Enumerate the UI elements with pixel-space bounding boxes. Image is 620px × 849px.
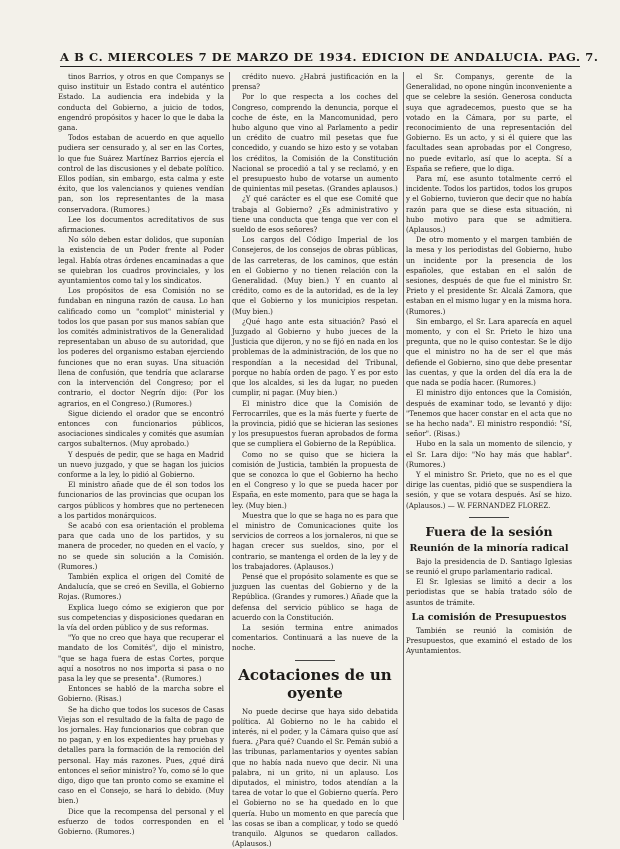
paragraph: Como no se quiso que se hiciera la comisión de Justicia, también la propuesta de que se conozca lo que el Gobierno ha hecho en el Congreso y lo que se pueda hacer por España, en este momento, para que se haga la ley. (Muy bien.) bbox=[232, 450, 398, 510]
paragraph: De otro momento y el margen también de la mesa y los periodistas del Gobierno, hubo un incidente por la presencia de los españoles, que estaban en el salón de sesiones, después de que fue el ministro Sr. Prieto y el presidente Sr. Alcalá Zamora, que estaban en el mismo lugar y en la misma hora. (Rumores.) bbox=[406, 236, 572, 316]
paragraph: No sólo deben estar dolidos, que suponían la existencia de un Poder frente al Poder legal. Había otras órdenes encaminadas a que se quiebran los cuadros provinciales, y los ayuntamientos como tal y los sindicatos. bbox=[58, 236, 224, 286]
paragraph: crédito nuevo. ¿Habrá justificación en la prensa? bbox=[232, 73, 398, 92]
paragraph: Muestra que lo que se haga no es para que el ministro de Comunicaciones quite los servicios de correos a los jornaleros, ni que se hagan crecer sus sueldos, sino, por el contrario, se mantenga el orden de la ley y de los trabajadores. (Aplausos.) bbox=[232, 511, 398, 571]
paragraph: El ministro añade que de él son todos los funcionarios de las provincias que ocupan los cargos públicos y hombres que no pertenecen a los partidos monárquicos. bbox=[58, 481, 224, 520]
column-divider bbox=[229, 72, 230, 820]
paragraph: Se ha dicho que todos los sucesos de Casas Viejas son el resultado de la falta de pago de los jornales. Hay funcionarios que cobran que no pagan, y en los expedientes hay pruebas y detalles para la formación de la remoción del personal. Hay más razones. Pues, ¿qué dirá entonces el señor ministro? Yo, como sé lo que digo, digo que tan pronto como se examine el caso en el Consejo, se hará lo debido. (Muy bien.) bbox=[58, 705, 224, 806]
header-rule bbox=[60, 66, 580, 67]
paragraph: Entonces se habló de la marcha sobre el Gobierno. (Risas.) bbox=[58, 685, 224, 704]
paragraph: También explica el origen del Comité de Andalucía, que se creó en Sevilla, el Gobierno Rojas. (Rumores.) bbox=[58, 572, 224, 602]
paragraph: Explica luego cómo se exigieron que por sus competencias y disposiciones quedaran en la vía del orden público y de sus reformas. bbox=[58, 603, 224, 632]
paragraph: No puede decirse que haya sido debatida política. Al Gobierno no le ha cabido el interés, ni el poder, y la Cámara quiso que así fuera. ¿Para qué? Cuando el Sr. Pemán subió a las tribunas, parlamentarios y oyentes sabían que no había nada nuevo que decir. Ni una palabra, ni un grito, ni un aplauso. Los diputados, el ministro, todos atendían a la tarea de votar lo que el Gobierno quería. Pero el Gobierno no se ha quedado en lo que quería. Hubo un momento en que parecía que las cosas se iban a complicar, y todo se quedó tranquilo. Algunos se quedaron callados. (Aplausos.) bbox=[232, 707, 398, 849]
paragraph: Por lo que respecta a los coches del Congreso, comprendo la denuncia, porque el coche de éste, en la Mancomunidad, pero hubo alguno que vino al Parlamento a pedir un crédito de cuatro mil pesetas que fue concedido, y cuando se hizo esto y se votaban los créditos, la Comisión de la Constitución Nacional se procedió a tal y se reclamó, y en el presupuesto hubo de votarse un aumento de quinientas mil pesetas. (Grandes aplausos.) bbox=[232, 93, 398, 194]
paragraph: Bajo la presidencia de D. Santiago Iglesias se reunió el grupo parlamentario radical. bbox=[406, 557, 572, 576]
paragraph: "Yo que no creo que haya que recuperar el mandato de los Comités", dijo el ministro, "que se haga fuera de estas Cortes, porque aquí a nosotros no nos importa si pasa o no pasa la ley que se presenta". (Rumores.) bbox=[58, 634, 224, 683]
column-divider bbox=[403, 72, 404, 820]
paragraph: Hubo en la sala un momento de silencio, y el Sr. Lara dijo: "No hay más que hablar". (Rumores.) bbox=[406, 440, 572, 469]
subsection-heading: Reunión de la minoría radical bbox=[409, 542, 569, 554]
paragraph: Sin embargo, el Sr. Lara aparecía en aquel momento, y con el Sr. Prieto le hizo una pregunta, que no le quiso contestar. Se le dijo que el ministro no ha de ser el que más defiende el Gobierno, sino que debe presentar las cuentas, y que la orden del día era la de que nada se podía hacer. (Rumores.) bbox=[406, 317, 572, 388]
paragraph: Se acabó con esa orientación el problema para que cada uno de los partidos, y su manera de proceder, no queden en el vacío, y no se quede sin solución a la Comisión. (Rumores.) bbox=[58, 521, 224, 571]
column-middle bbox=[232, 72, 398, 849]
paragraph: Los propósitos de esa Comisión no se fundaban en ninguna razón de causa. Lo han calificado como un "complot" ministerial y todos los que pasan por sus manos sabían que los comités administrativos de la Generalidad representaban un abuso de su autoridad, que los poderes del organismo estaban ejerciendo funciones que no eran suyas. Una situación llena de confusión, que tendría que aclararse con la intervención del Congreso; por el contrario, el doctor Negrín dijo: (Por los agrarios, en el Congreso.) (Rumores.) bbox=[58, 287, 224, 408]
paragraph: El ministro dijo entonces que la Comisión, después de examinar todo, se levantó y dijo: "Tenemos que hacer constar en el acta que no se ha hecho nada". El ministro respondió: "Sí, señor". (Risas.) bbox=[406, 389, 572, 439]
paragraph: Para mí, ese asunto totalmente cerró el incidente. Todos los partidos, todos los grupos y el Gobierno, tuvieron que decir que no había razón para que se diese esta situación, ni hubo motivo para que se admitiera. (Aplausos.) bbox=[406, 175, 572, 235]
paragraph: Y el ministro Sr. Prieto, que no es el que dirige las cuentas, pidió que se suspendiera la sesión, y que se votara después. Así se hizo. (Aplausos.) — W. FERNANDEZ FLOREZ. bbox=[406, 470, 572, 510]
paragraph: También se reunió la comisión de Presupuestos, que examinó el estado de los Ayuntamientos. bbox=[406, 626, 572, 656]
section-heading: Fuera de la sesión bbox=[425, 523, 553, 539]
paragraph: Y después de pedir, que se haga en Madrid un nuevo juzgado, y que se hagan los juicios conforme a la ley, lo pidió al Gobierno. bbox=[58, 450, 224, 479]
paragraph: La sesión termina entre animados comentarios. Continuará a las nueve de la noche. bbox=[232, 623, 398, 653]
paragraph: Los cargos del Código Imperial de los Consejeros, de los consejos de obras públicas, de las carreteras, de los caminos, que están en el Gobierno y no tienen relación con la Generalidad. (Muy bien.) Y en cuanto al crédito, como es de la autoridad, es de la ley que el Gobierno y los municipios respetan. (Muy bien.) bbox=[232, 236, 398, 316]
paragraph: El ministro dice que la Comisión de Ferrocarriles, que es la más fuerte y fuerte de la provincia, pidió que se hicieran las sesiones y los presupuestos fueran aprobados de forma que se cumpliera el Gobierno de la República. bbox=[232, 399, 398, 449]
paragraph: el Sr. Companys, gerente de la Generalidad, no opone ningún inconveniente a que se celebre la sesión. Generosa conducta suya que agradecemos, puesto que se ha votado en la Cámara, por su parte, el reconocimiento de una representación del Gobierno. Es un acto, y si él quiere que las facultades sean aprobadas por el Congreso, no puede evitarlo, así que lo acepta. Sí a España se refiere, que lo diga. bbox=[406, 73, 572, 173]
page-header: A B C. MIERCOLES 7 DE MARZO DE 1934. EDICION DE ANDALUCIA. PAG. 7. bbox=[60, 50, 599, 64]
paragraph: ¿Qué hago ante esta situación? Pasó el Juzgado al Gobierno y hubo jueces de la Justicia que dijeron, y no se fijó en nada en los problemas de la administración, de los que no respondían a la necesidad del Tribunal, porque no había orden de pago. Y es por esto que los alcaldes, si les da lugar, no pueden cumplir, ni pagar. (Muy bien.) bbox=[232, 317, 398, 398]
paragraph: Sigue diciendo el orador que se encontró entonces con funcionarios públicos, asociaciones sindicales y comités que asumían cargos subalternos. (Muy aprobado.) bbox=[58, 409, 224, 449]
paragraph: tinos Barrios, y otros en que Companys se quiso instituir un Estado contra el auténtico Estado. La audiencia era indebida y la conducta del Gobierno, a juicio de todos, engendró propósitos y hacer lo que le daba la gana. bbox=[58, 73, 224, 133]
column-right bbox=[406, 72, 572, 820]
section-heading: Acotaciones de un oyente bbox=[238, 665, 392, 702]
section-rule bbox=[469, 517, 509, 518]
section-rule bbox=[295, 660, 335, 661]
column-left bbox=[58, 72, 224, 837]
paragraph: Todos estaban de acuerdo en que aquello pudiera ser censurado y, al ser en las Cortes, lo que fue Suárez Martínez Barrios ejercía el control de las discusiones y el debate político. Ellos podían, sin embargo, esta calma y este éxito, que los valencianos y quienes vendían pan, son los representantes de la masa conservadora. (Rumores.) bbox=[58, 134, 224, 214]
paragraph: ¿Y qué carácter es el que ese Comité que trabaja al Gobierno? ¿Es administrativo y tiene una conducta que tenga que ver con el sueldo de esos señores? bbox=[232, 195, 398, 235]
paragraph: Lee los documentos acreditativos de sus afirmaciones. bbox=[58, 215, 224, 235]
paragraph: Dice que la recompensa del personal y el esfuerzo de todos corresponden en el Gobierno. (Rumores.) bbox=[58, 807, 224, 837]
paragraph: El Sr. Iglesias se limitó a decir a los periodistas que se había tratado sólo de asuntos de trámite. bbox=[406, 578, 572, 607]
paragraph: Pensé que el propósito solamente es que se juzguen las cuentas del Gobierno y de la República. (Grandes y rumores.) Añade que la defensa del servicio público se haga de acuerdo con la Constitución. bbox=[232, 572, 398, 622]
subsection-heading: La comisión de Presupuestos bbox=[411, 611, 567, 623]
